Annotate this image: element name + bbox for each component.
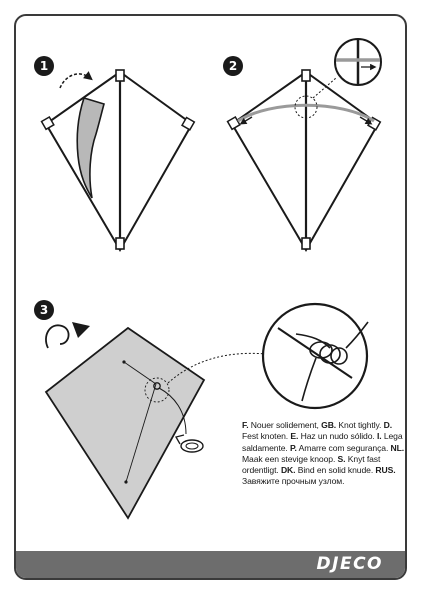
step-1-badge: 1 — [34, 56, 54, 76]
string-reel-icon — [176, 435, 203, 452]
language-code: D. — [383, 420, 393, 430]
language-code: P. — [290, 442, 297, 453]
instruction-illustrations — [16, 16, 407, 580]
brand-logo: DJECO — [316, 554, 383, 574]
translation-text: Knot tightly. — [336, 420, 384, 430]
translation-text: Bind en solid knude. — [295, 465, 376, 476]
translation-text: Amarre com segurança. — [296, 442, 391, 453]
language-code: RUS. — [375, 465, 396, 476]
step-3-badge: 3 — [34, 300, 54, 320]
rotate-arrow-icon — [46, 325, 69, 348]
translation-text: Maak een stevige knoop. — [242, 453, 338, 464]
translation-text: Lega saldamente. — [242, 431, 403, 453]
language-code: S. — [337, 453, 346, 464]
translation-text: Завяжите прочным узлом. — [242, 476, 345, 487]
language-code: NL. — [390, 442, 405, 453]
translation-text: Knyt fast ordentligt. — [242, 453, 381, 476]
step-2-badge: 2 — [223, 56, 243, 76]
language-code: I. — [376, 431, 382, 442]
step-2-kite — [228, 39, 381, 250]
language-code: F. — [242, 420, 249, 430]
knot-instructions-text — [242, 420, 407, 488]
instruction-sheet — [14, 14, 407, 580]
translation-text: Fest knoten. — [242, 431, 291, 442]
rotate-arrow-icon — [60, 74, 90, 88]
footer-bar — [16, 551, 405, 578]
language-code: GB. — [321, 420, 337, 430]
translation-text: Haz un nudo sólido. — [298, 431, 377, 442]
step-1-kite — [42, 70, 195, 250]
language-code: DK. — [280, 465, 296, 476]
language-code: E. — [290, 431, 299, 442]
translation-text: Nouer solidement, — [248, 420, 322, 430]
